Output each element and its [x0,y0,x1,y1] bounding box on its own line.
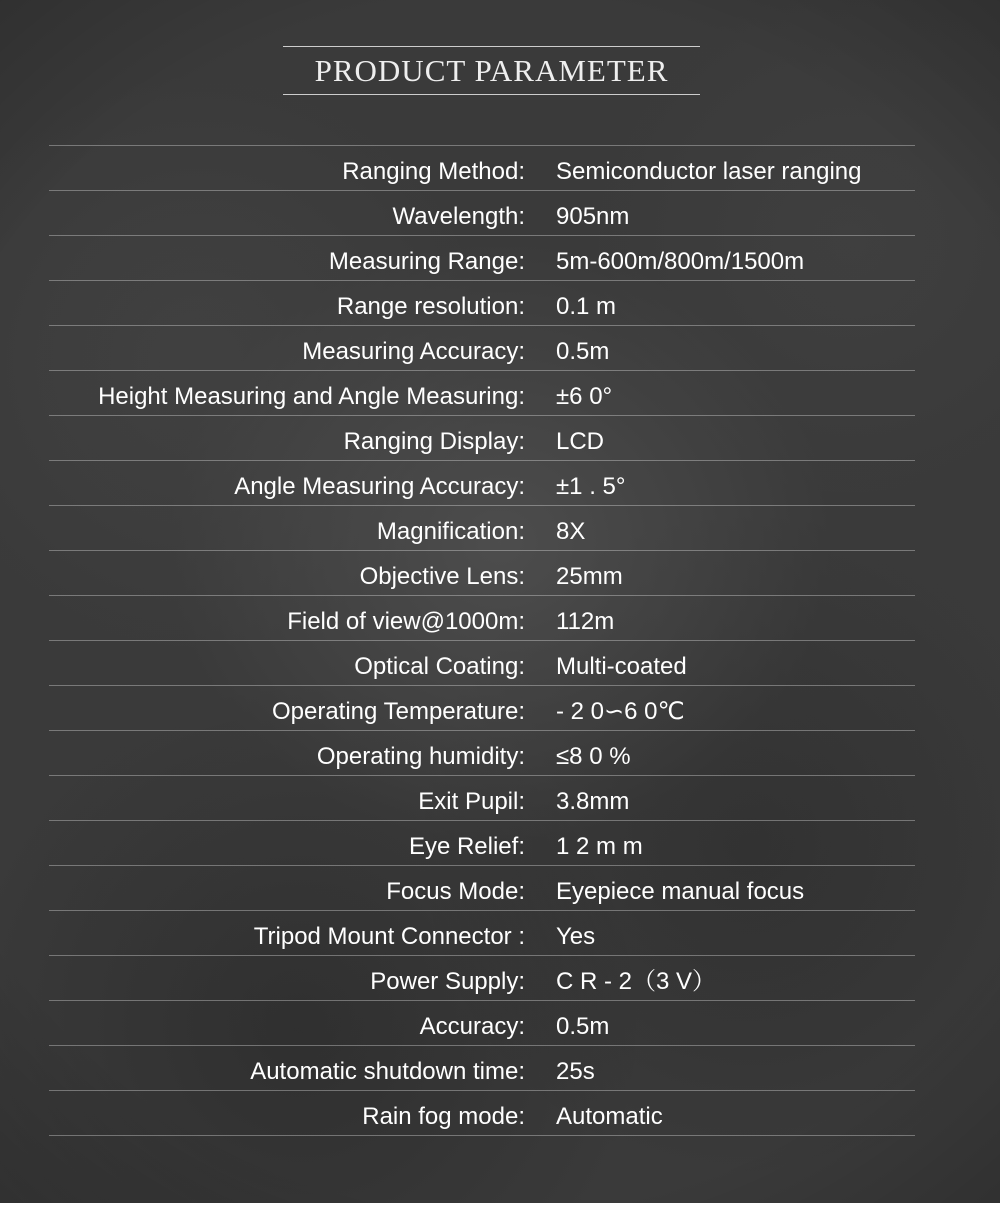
param-label: Exit Pupil: [418,788,525,815]
param-label: Tripod Mount Connector : [253,923,525,950]
table-row [49,1046,915,1091]
page-title: PRODUCT PARAMETER [314,53,669,88]
param-label: Range resolution: [336,293,525,320]
param-value: Multi-coated [556,653,687,680]
param-value: 25mm [556,563,623,590]
table-row [49,551,915,596]
table-row [49,911,915,956]
param-value: 905nm [556,203,630,230]
parameter-table [49,145,915,1136]
param-value: 1 2 m m [556,833,643,860]
table-row [49,956,915,1001]
param-value: 5m-600m/800m/1500m [556,248,805,275]
section-title-block [283,46,700,95]
param-value: Automatic [556,1103,663,1130]
param-value: 0.5m [556,1013,610,1040]
table-row [49,191,915,236]
table-row [49,776,915,821]
table-row [49,866,915,911]
param-value: Semiconductor laser ranging [556,158,862,185]
param-label: Objective Lens: [359,563,525,590]
table-row [49,146,915,191]
table-row [49,641,915,686]
table-row [49,1001,915,1046]
table-row [49,596,915,641]
param-value: 0.5m [556,338,610,365]
param-label: Field of view@1000m: [287,608,525,635]
table-row [49,326,915,371]
param-label: Power Supply: [370,968,525,995]
param-label: Automatic shutdown time: [250,1058,525,1085]
param-label: Magnification: [376,518,525,545]
param-label: Operating Temperature: [271,698,525,725]
table-row [49,236,915,281]
param-label: Rain fog mode: [362,1103,525,1130]
param-value: Eyepiece manual focus [556,878,805,905]
param-label: Operating humidity: [316,743,525,770]
param-label: Optical Coating: [354,653,525,680]
param-value: ±1 . 5° [556,473,626,500]
param-label: Ranging Method: [342,158,525,185]
param-value: 25s [556,1058,595,1085]
param-value: 3.8mm [556,788,630,815]
param-label: Accuracy: [419,1013,525,1040]
param-value: ±6 0° [556,383,613,410]
param-label: Ranging Display: [343,428,525,455]
param-value: 0.1 m [556,293,617,320]
param-value: 112m [556,608,615,635]
param-value: ≤8 0 % [556,743,631,770]
param-label: Wavelength: [392,203,525,230]
param-label: Measuring Accuracy: [302,338,525,365]
table-row [49,1091,915,1136]
table-row [49,461,915,506]
table-row [49,281,915,326]
param-value: - 2 0∽6 0℃ [556,698,685,725]
param-value: C R - 2（3 V） [556,968,717,995]
param-label: Eye Relief: [408,833,525,860]
param-label: Measuring Range: [328,248,525,275]
table-row [49,686,915,731]
param-value: LCD [556,428,605,455]
table-row [49,506,915,551]
param-value: 8X [556,518,586,545]
param-value: Yes [556,923,596,950]
param-label: Focus Mode: [386,878,525,905]
param-label: Height Measuring and Angle Measuring: [98,383,525,410]
param-label: Angle Measuring Accuracy: [234,473,525,500]
table-row [49,416,915,461]
table-row [49,821,915,866]
table-row [49,731,915,776]
table-row [49,371,915,416]
